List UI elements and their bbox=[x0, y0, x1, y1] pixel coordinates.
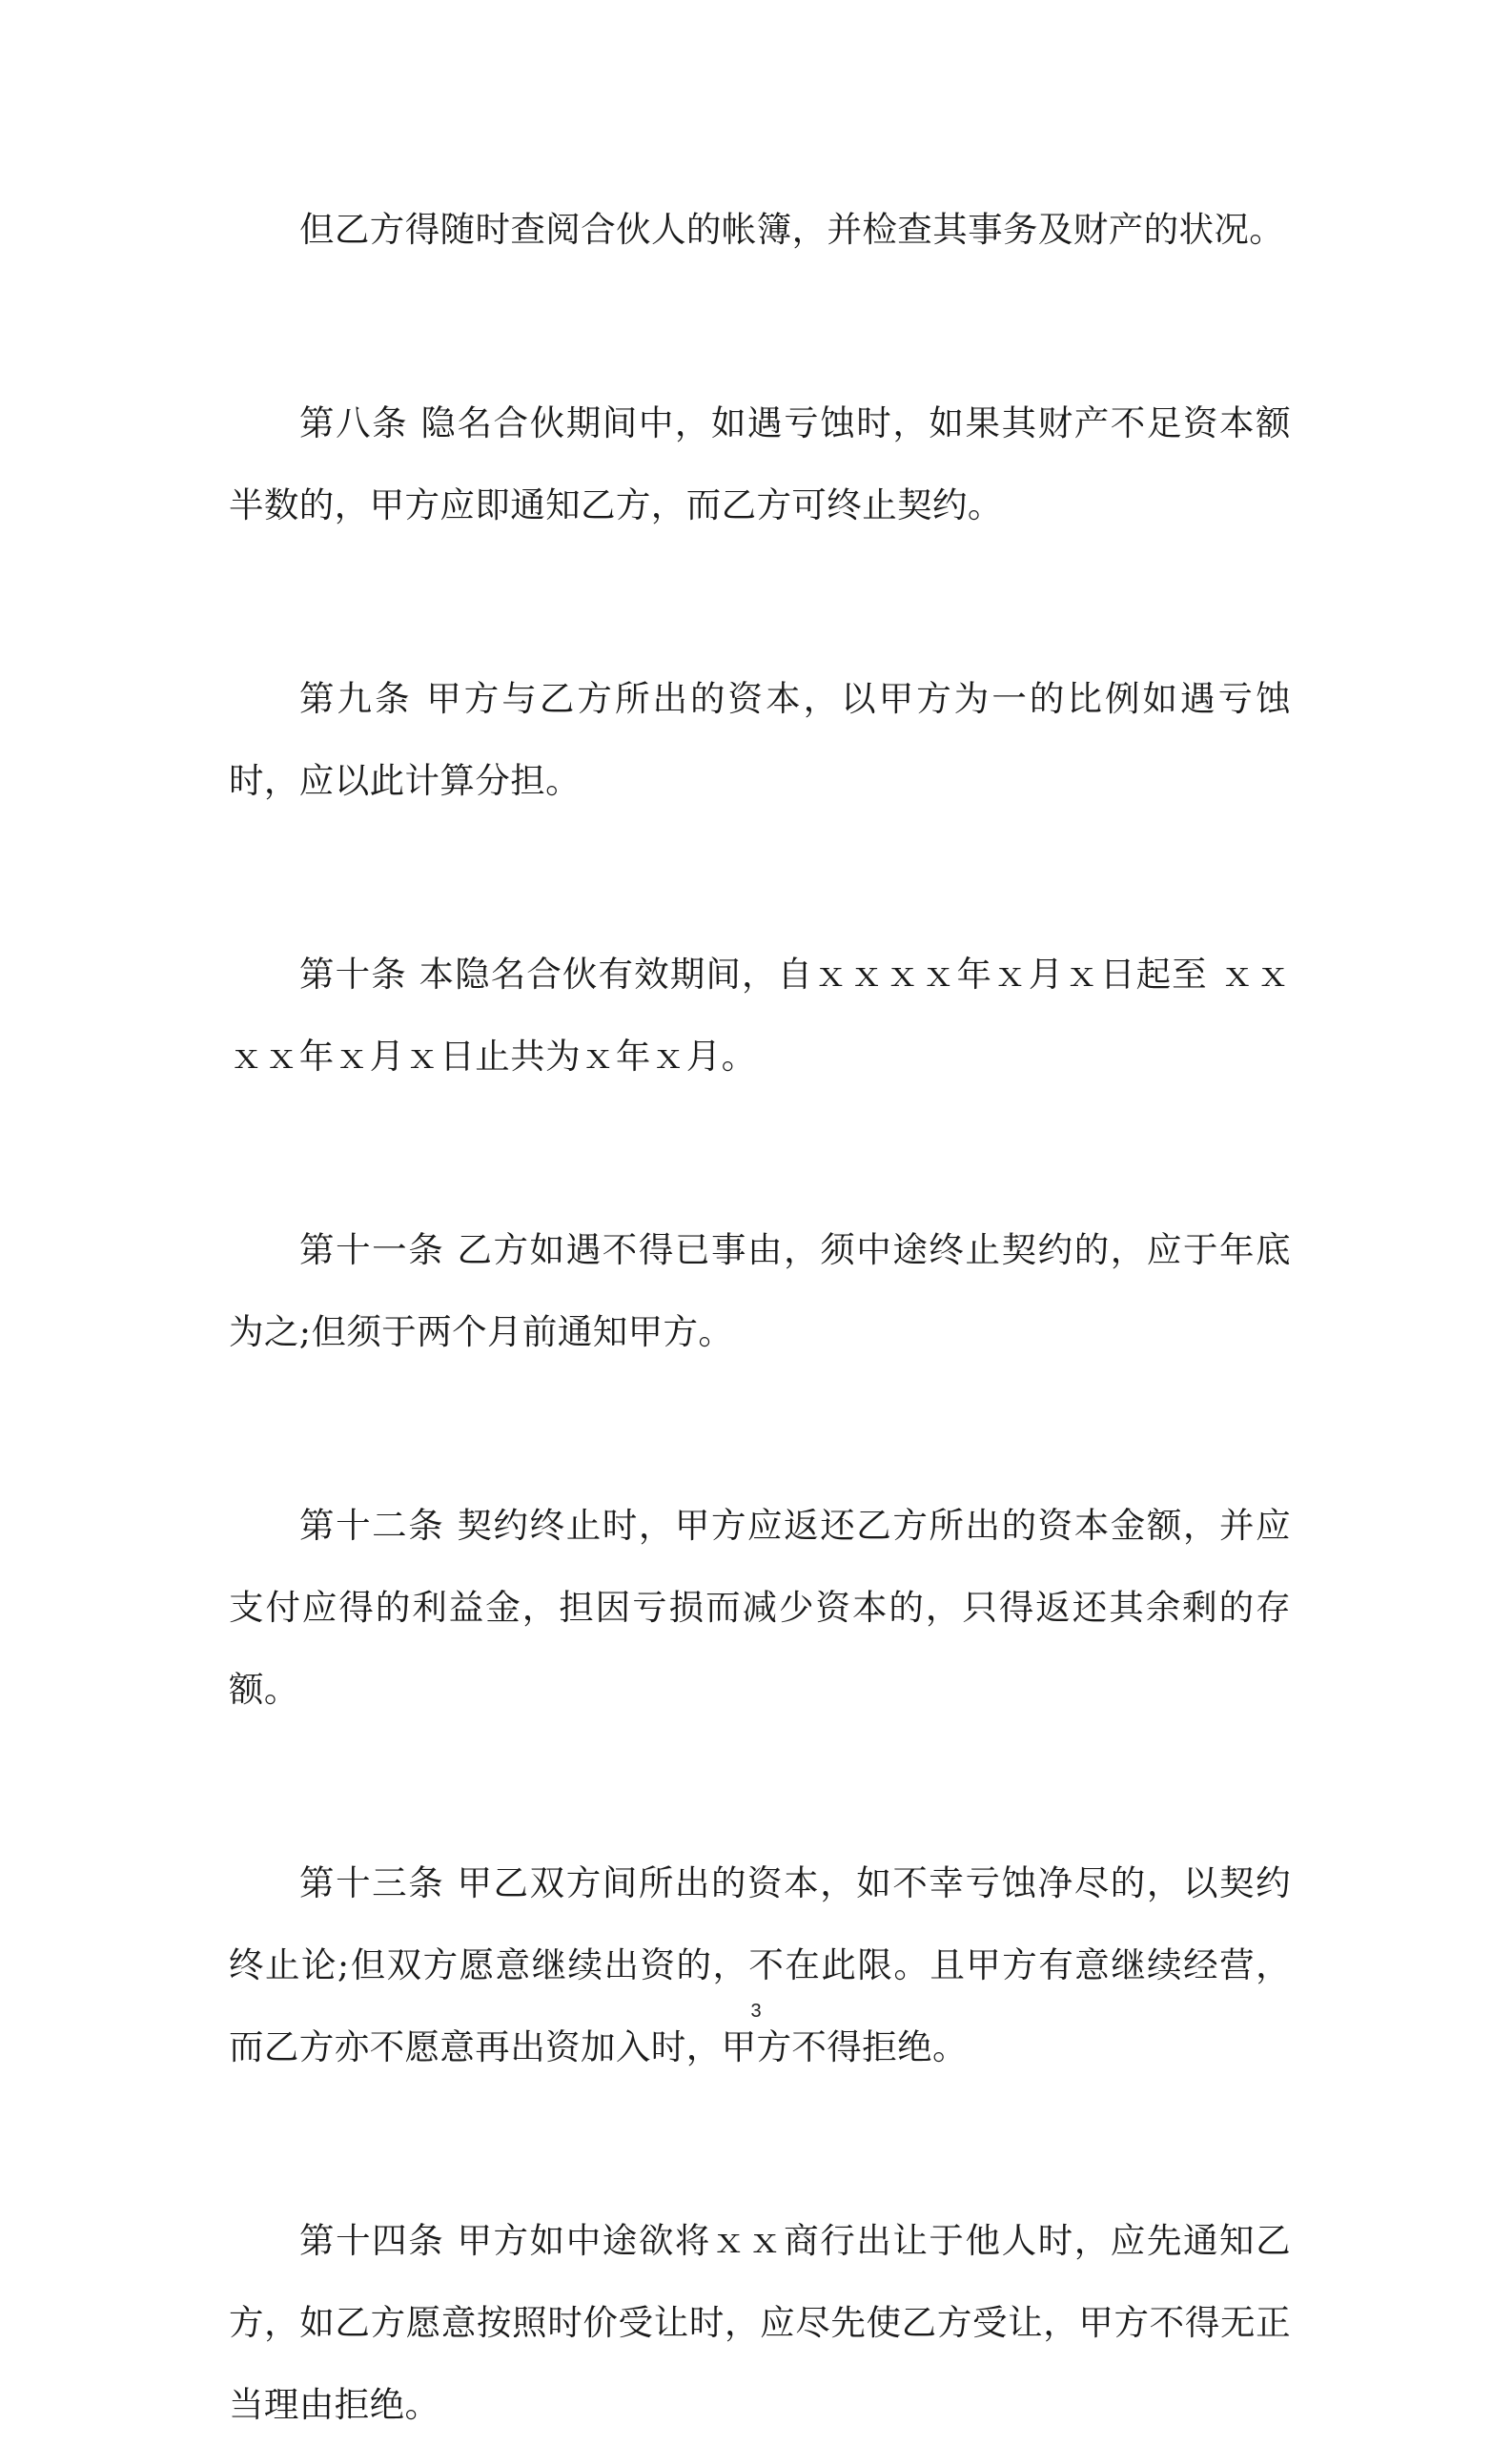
paragraph-article-12: 第十二条 契约终止时，甲方应返还乙方所出的资本金额，并应支付应得的利益金，担因亏损而减少资本的，只得返还其余剩的存额。 bbox=[229, 1505, 1291, 1710]
paragraph-article-14: 第十四条 甲方如中途欲将ｘｘ商行出让于他人时，应先通知乙方，如乙方愿意按照时价受让时，应尽先使乙方受让，甲方不得无正当理由拒绝。 bbox=[229, 2220, 1291, 2425]
document-body bbox=[229, 189, 1291, 2446]
paragraph-continuation: 但乙方得随时查阅合伙人的帐簿，并检查其事务及财产的状况。 bbox=[299, 209, 1285, 250]
paragraph-article-9: 第九条 甲方与乙方所出的资本，以甲方为一的比例如遇亏蚀时，应以此计算分担。 bbox=[229, 678, 1291, 801]
page-number: 3 bbox=[750, 2001, 762, 2022]
paragraph-article-8: 第八条 隐名合伙期间中，如遇亏蚀时，如果其财产不足资本额半数的，甲方应即通知乙方，而乙方可终止契约。 bbox=[229, 402, 1291, 525]
paragraph-article-13: 第十三条 甲乙双方间所出的资本，如不幸亏蚀净尽的，以契约终止论;但双方愿意继续出资的，不在此限。且甲方有意继续经营，而乙方亦不愿意再出资加入时，甲方不得拒绝。 bbox=[229, 1862, 1291, 2067]
paragraph-article-11: 第十一条 乙方如遇不得已事由，须中途终止契约的，应于年底为之;但须于两个月前通知甲方。 bbox=[229, 1229, 1291, 1352]
paragraph-article-10: 第十条 本隐名合伙有效期间，自ｘｘｘｘ年ｘ月ｘ日起至 ｘｘｘｘ年ｘ月ｘ日止共为ｘ年ｘ月。 bbox=[229, 954, 1291, 1077]
